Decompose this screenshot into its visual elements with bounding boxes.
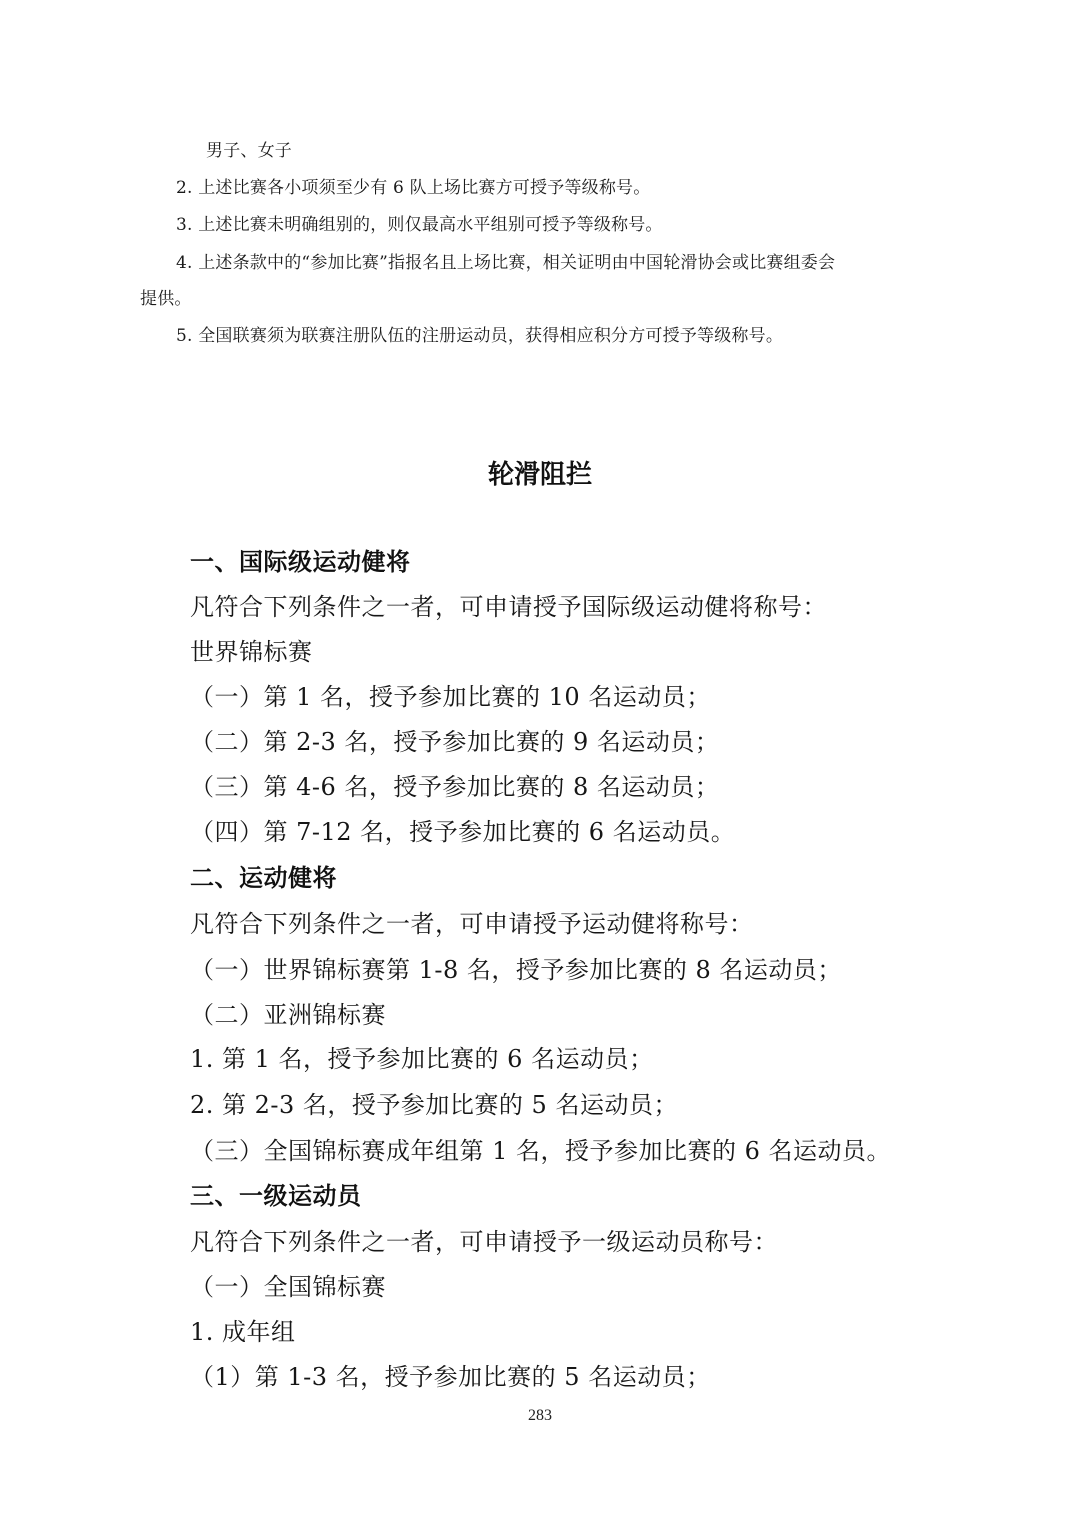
note-2: 2. 上述比赛各小项须至少有 6 队上场比赛方可授予等级称号。 <box>176 178 651 198</box>
section2-item-1: （一）世界锦标赛第 1-8 名，授予参加比赛的 8 名运动员； <box>190 956 842 984</box>
section2-subitem-1: 1. 第 1 名，授予参加比赛的 6 名运动员； <box>190 1045 654 1073</box>
section-heading-first-class: 三、一级运动员 <box>190 1182 362 1210</box>
section-heading-master: 二、运动健将 <box>190 864 337 892</box>
page-number: 283 <box>528 1407 552 1424</box>
section2-intro: 凡符合下列条件之一者，可申请授予运动健将称号： <box>190 910 754 938</box>
section1-event: 世界锦标赛 <box>190 638 313 666</box>
section-heading-international-master: 一、国际级运动健将 <box>190 548 411 576</box>
section2-subitem-2: 2. 第 2-3 名，授予参加比赛的 5 名运动员； <box>190 1091 678 1119</box>
note-4-continued: 提供。 <box>140 289 192 309</box>
section1-item-2: （二）第 2-3 名，授予参加比赛的 9 名运动员； <box>190 728 720 756</box>
note-4: 4. 上述条款中的“参加比赛”指报名且上场比赛，相关证明由中国轮滑协会或比赛组委会 <box>176 253 836 273</box>
section2-item-3: （三）全国锦标赛成年组第 1 名，授予参加比赛的 6 名运动员。 <box>190 1137 892 1165</box>
section2-item-2: （二）亚洲锦标赛 <box>190 1001 386 1029</box>
page-title: 轮滑阻拦 <box>487 460 592 490</box>
note-5: 5. 全国联赛须为联赛注册队伍的注册运动员，获得相应积分方可授予等级称号。 <box>176 326 784 346</box>
section3-intro: 凡符合下列条件之一者，可申请授予一级运动员称号： <box>190 1228 778 1256</box>
note-gender: 男子、女子 <box>206 141 292 161</box>
section1-item-1: （一）第 1 名，授予参加比赛的 10 名运动员； <box>190 683 711 711</box>
section1-intro: 凡符合下列条件之一者，可申请授予国际级运动健将称号： <box>190 593 827 621</box>
section1-item-4: （四）第 7-12 名，授予参加比赛的 6 名运动员。 <box>190 818 736 846</box>
section3-subitem-adult: 1. 成年组 <box>190 1318 296 1346</box>
section3-item-1: （一）全国锦标赛 <box>190 1273 386 1301</box>
section3-subitem-rank: （1）第 1-3 名，授予参加比赛的 5 名运动员； <box>190 1363 711 1391</box>
section1-item-3: （三）第 4-6 名，授予参加比赛的 8 名运动员； <box>190 773 720 801</box>
note-3: 3. 上述比赛未明确组别的，则仅最高水平组别可授予等级称号。 <box>176 215 663 235</box>
